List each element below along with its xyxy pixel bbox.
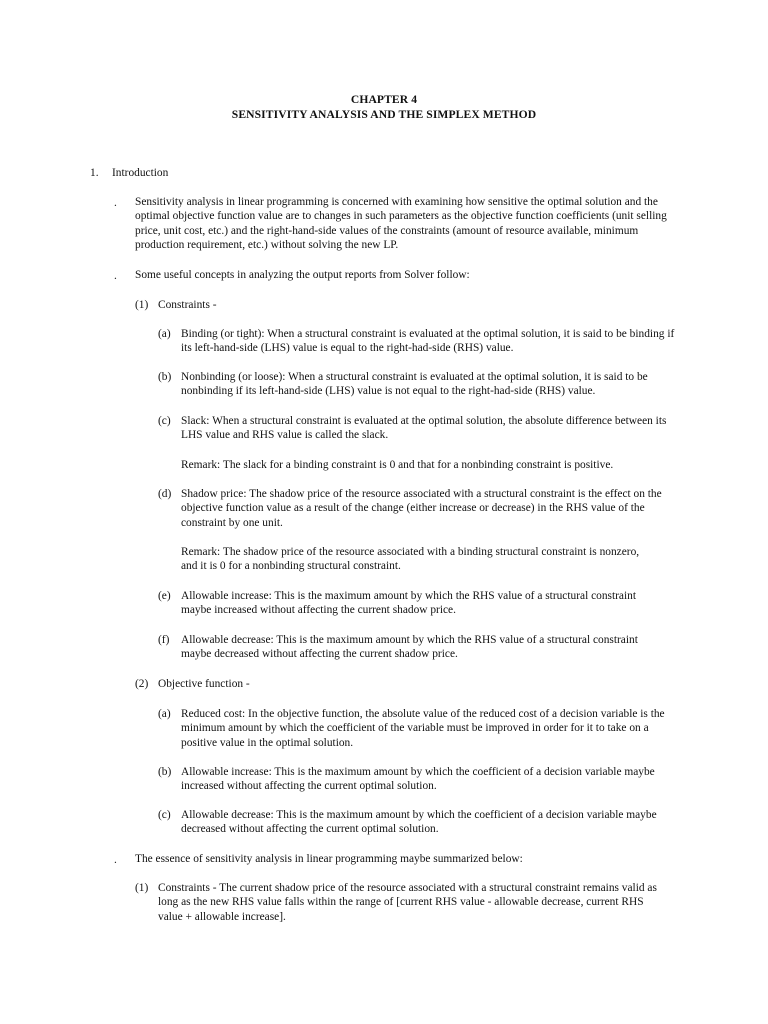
item-letter: (f) xyxy=(158,634,170,646)
item-letter: (c) xyxy=(158,415,171,427)
chapter-label: CHAPTER 4 xyxy=(350,93,418,106)
paragraph-useful-concepts: Some useful concepts in analyzing the output reports from Solver follow: xyxy=(135,269,470,281)
item-letter: (b) xyxy=(158,371,172,383)
list-number: (1) xyxy=(135,299,149,311)
list-number: (2) xyxy=(135,678,149,690)
definition-reduced-cost: Reduced cost: In the objective function, the absolute value of the reduced cost of a decision variable is the minimum amount by which the coefficient of the variable must be improved in order for it to take on a positive value in the optimal solution. xyxy=(181,708,665,749)
definition-allowable-increase-coefficient: Allowable increase: This is the maximum amount by which the coefficient of a decision variable maybe increased without affecting the current optimal solution. xyxy=(181,766,655,793)
remark-shadow-price: Remark: The shadow price of the resource associated with a binding structural constraint is nonzero, and it is 0 for a nonbinding structural constraint. xyxy=(181,546,640,573)
item-letter: (a) xyxy=(158,328,171,340)
section-number: 1. xyxy=(90,167,99,179)
definition-allowable-decrease-coefficient: Allowable decrease: This is the maximum amount by which the coefficient of a decision variable maybe decreased without affecting the current optimal solution. xyxy=(181,809,657,836)
section-title: Introduction xyxy=(112,167,169,179)
bullet-marker: . xyxy=(114,854,117,866)
item-letter: (a) xyxy=(158,708,171,720)
list-number: (1) xyxy=(135,882,149,894)
item-letter: (c) xyxy=(158,809,171,821)
remark-slack: Remark: The slack for a binding constraint is 0 and that for a nonbinding constraint is positive. xyxy=(181,459,614,471)
bullet-marker: . xyxy=(114,197,117,209)
chapter-title: SENSITIVITY ANALYSIS AND THE SIMPLEX METHOD xyxy=(231,108,537,121)
definition-binding: Binding (or tight): When a structural constraint is evaluated at the optimal solution, it is said to be binding if its left-hand-side (LHS) value is equal to the right-had-side (RHS) value. xyxy=(181,328,675,355)
bullet-marker: . xyxy=(114,270,117,282)
paragraph-sensitivity-intro: Sensitivity analysis in linear programming is concerned with examining how sensitive the optimal solution and the optimal objective function value are to changes in such parameters as the objective function coefficients (unit selling price, unit cost, etc.) and the right-hand-side values of the constraints (amount of resource available, minimum production requirement, etc.) without solving the new LP. xyxy=(135,196,667,252)
paragraph-essence: The essence of sensitivity analysis in linear programming maybe summarized below: xyxy=(135,853,523,865)
objective-function-heading: Objective function - xyxy=(158,678,250,690)
definition-shadow-price: Shadow price: The shadow price of the resource associated with a structural constraint is the effect on the objective function value as a result of the change (either increase or decrease) in the RHS value of the constraint by one unit. xyxy=(181,488,662,529)
item-letter: (e) xyxy=(158,590,171,602)
definition-allowable-increase-rhs: Allowable increase: This is the maximum amount by which the RHS value of a structural constraint maybe increased without affecting the current shadow price. xyxy=(181,590,636,617)
item-letter: (d) xyxy=(158,488,172,500)
constraints-heading: Constraints - xyxy=(158,299,217,311)
definition-nonbinding: Nonbinding (or loose): When a structural constraint is evaluated at the optimal solution, it is said to be nonbinding if its left-hand-side (LHS) value is not equal to the right-had-side (RHS) value. xyxy=(181,371,648,398)
item-letter: (b) xyxy=(158,766,172,778)
definition-slack: Slack: When a structural constraint is evaluated at the optimal solution, the absolute difference between its LHS value and RHS value is called the slack. xyxy=(181,415,667,442)
definition-allowable-decrease-rhs: Allowable decrease: This is the maximum amount by which the RHS value of a structural constraint maybe decreased without affecting the current shadow price. xyxy=(181,634,638,661)
summary-constraints: Constraints - The current shadow price of the resource associated with a structural constraint remains valid as long as the new RHS value falls within the range of [current RHS value - allowable decrease, current RHS value + allowable increase]. xyxy=(158,882,657,923)
